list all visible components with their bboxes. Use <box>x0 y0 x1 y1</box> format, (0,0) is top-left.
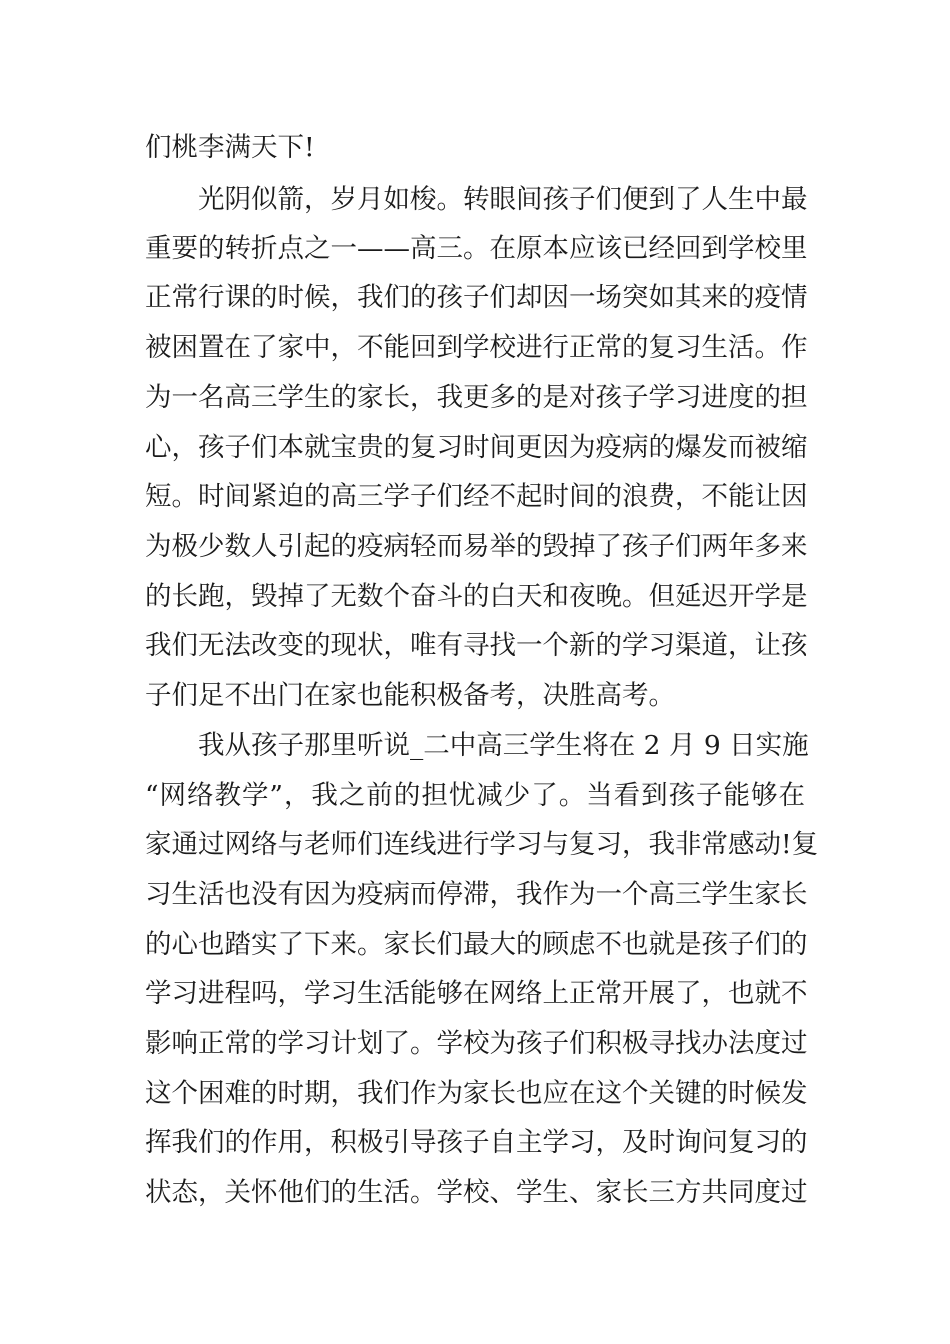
text-line-8: 短。时间紧迫的高三学子们经不起时间的浪费，不能让因 <box>145 481 808 512</box>
text-line-7: 心，孩子们本就宝贵的复习时间更因为疫病的爆发而被缩 <box>145 432 808 463</box>
text-line-5: 被困置在了家中，不能回到学校进行正常的复习生活。作 <box>145 332 808 363</box>
text-line-4: 正常行课的时候，我们的孩子们却因一场突如其来的疫情 <box>145 282 808 313</box>
text-line-17: 的心也踏实了下来。家长们最大的顾虑不也就是孩子们的 <box>145 929 808 960</box>
text-line-6: 为一名高三学生的家长，我更多的是对孩子学习进度的担 <box>145 382 808 413</box>
text-line-18: 学习进程吗，学习生活能够在网络上正常开展了，也就不 <box>145 978 808 1009</box>
text-line-1: 们桃李满天下! <box>145 132 315 163</box>
text-line-14: “网络教学”，我之前的担忧减少了。当看到孩子能够在 <box>145 780 805 811</box>
text-line-2: 光阴似箭，岁月如梭。转眼间孩子们便到了人生中最 <box>198 184 808 215</box>
text-line-12: 子们足不出门在家也能积极备考，决胜高考。 <box>145 680 675 711</box>
text-line-20: 这个困难的时期，我们作为家长也应在这个关键的时候发 <box>145 1078 808 1109</box>
text-line-13: 我从孩子那里听说_二中高三学生将在 2 月 9 日实施 <box>198 730 809 761</box>
text-line-3: 重要的转折点之一——高三。在原本应该已经回到学校里 <box>145 233 808 264</box>
text-line-9: 为极少数人引起的疫病轻而易举的毁掉了孩子们两年多来 <box>145 531 808 562</box>
text-line-19: 影响正常的学习计划了。学校为孩子们积极寻找办法度过 <box>145 1028 808 1059</box>
text-line-22: 状态，关怀他们的生活。学校、学生、家长三方共同度过 <box>145 1177 808 1208</box>
text-line-21: 挥我们的作用，积极引导孩子自主学习，及时询问复习的 <box>145 1127 808 1158</box>
text-line-15: 家通过网络与老师们连线进行学习与复习，我非常感动!复 <box>145 829 819 860</box>
text-line-16: 习生活也没有因为疫病而停滞，我作为一个高三学生家长 <box>145 879 808 910</box>
text-line-10: 的长跑，毁掉了无数个奋斗的白天和夜晚。但延迟开学是 <box>145 581 808 612</box>
text-line-11: 我们无法改变的现状，唯有寻找一个新的学习渠道，让孩 <box>145 630 808 661</box>
